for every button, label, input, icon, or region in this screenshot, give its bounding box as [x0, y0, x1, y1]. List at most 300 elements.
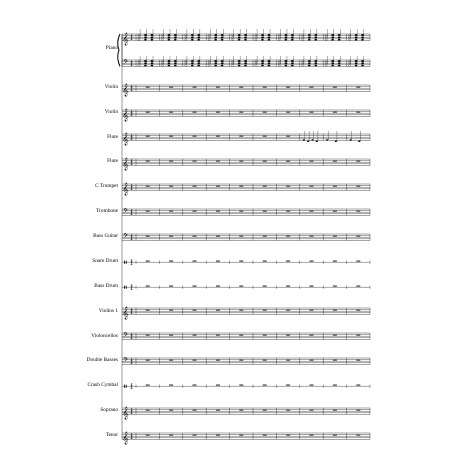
staff-8-whole-rest	[286, 261, 290, 262]
time-signature-numerator: 4	[130, 258, 133, 263]
piano-note	[315, 34, 317, 36]
treble-clef-icon: 𝄞	[122, 432, 129, 445]
instrument-label-bass-guitar: Bass Guitar	[93, 233, 118, 239]
instrument-label-tenor: Tenor	[105, 432, 118, 438]
piano-note	[198, 60, 200, 62]
piano-note	[355, 39, 357, 41]
piano-note	[268, 60, 270, 62]
piano-note	[214, 65, 216, 67]
staff-6-whole-rest	[193, 211, 197, 212]
staff-7-whole-rest	[216, 236, 220, 237]
staff-1-whole-rest	[286, 87, 290, 88]
staff-7-whole-rest	[239, 236, 243, 237]
bass-clef-icon: 𝄢	[123, 331, 128, 340]
piano-note	[238, 39, 240, 41]
staff-13-whole-rest	[310, 385, 314, 386]
piano-note	[151, 34, 153, 36]
staff-2-whole-rest	[169, 112, 173, 113]
staff-7-whole-rest	[263, 236, 267, 237]
piano-note	[144, 37, 146, 39]
piano-note	[268, 39, 270, 41]
piano-note	[361, 37, 363, 39]
staff-11-whole-rest	[286, 335, 290, 336]
staff-8-whole-rest	[333, 261, 337, 262]
staff-13-whole-rest	[216, 385, 220, 386]
staff-15-whole-rest	[169, 435, 173, 436]
piano-note	[191, 39, 193, 41]
staff-4-whole-rest	[216, 161, 220, 162]
staff-13-whole-rest	[333, 385, 337, 386]
piano-note	[291, 39, 293, 41]
treble-clef-icon: 𝄞	[122, 307, 129, 320]
piano-note	[361, 39, 363, 41]
time-signature-denominator: 4	[130, 411, 133, 416]
percussion-clef-icon	[126, 385, 127, 388]
piano-note	[308, 39, 310, 41]
piano-note	[198, 39, 200, 41]
piano-note	[268, 65, 270, 67]
staff-15-whole-rest	[239, 435, 243, 436]
staff-15-whole-rest	[333, 435, 337, 436]
staff-7-whole-rest	[146, 236, 150, 237]
staff-6-whole-rest	[169, 211, 173, 212]
piano-note	[268, 37, 270, 39]
staff-10-whole-rest	[216, 310, 220, 311]
staff-4-whole-rest	[356, 161, 360, 162]
treble-clef-icon: 𝄞	[122, 407, 129, 420]
percussion-clef-icon	[124, 261, 125, 264]
time-signature-denominator: 4	[130, 336, 133, 341]
piano-note	[198, 65, 200, 67]
staff-5-whole-rest	[263, 186, 267, 187]
staff-8-whole-rest	[193, 261, 197, 262]
staff-4-whole-rest	[146, 161, 150, 162]
staff-8-whole-rest	[146, 261, 150, 262]
piano-note	[268, 62, 270, 64]
piano-note	[244, 60, 246, 62]
time-signature-denominator: 4	[130, 311, 133, 316]
piano-note	[308, 62, 310, 64]
time-signature-denominator: 4	[130, 212, 133, 217]
piano-note	[268, 34, 270, 36]
piano-note	[331, 60, 333, 62]
staff-12-whole-rest	[310, 360, 314, 361]
staff-15-whole-rest	[310, 435, 314, 436]
staff-9-whole-rest	[193, 286, 197, 287]
staff-9-whole-rest	[310, 286, 314, 287]
staff-1-whole-rest	[310, 87, 314, 88]
staff-8-whole-rest	[239, 261, 243, 262]
staff-9-whole-rest	[286, 286, 290, 287]
staff-5-whole-rest	[193, 186, 197, 187]
piano-note	[285, 34, 287, 36]
time-signature-numerator: 4	[130, 233, 133, 238]
instrument-label-violin-1: Violin	[104, 84, 118, 90]
piano-note	[285, 39, 287, 41]
staff-14-whole-rest	[263, 410, 267, 411]
time-signature-numerator: 4	[130, 357, 133, 362]
staff-2-whole-rest	[216, 112, 220, 113]
instrument-label-soprano: Soprano	[100, 407, 118, 413]
staff-15-whole-rest	[263, 435, 267, 436]
piano-note	[198, 37, 200, 39]
piano-note	[261, 62, 263, 64]
instrument-label-double-basses: Double Basses	[86, 357, 118, 363]
piano-note	[191, 65, 193, 67]
staff-8-whole-rest	[263, 261, 267, 262]
treble-clef-icon: 𝄞	[122, 158, 129, 171]
piano-note	[361, 62, 363, 64]
instrument-label-bass-drum: Bass Drum	[94, 283, 118, 289]
piano-note	[144, 65, 146, 67]
staff-3-whole-rest	[216, 136, 220, 137]
piano-note	[361, 34, 363, 36]
staff-15-whole-rest	[286, 435, 290, 436]
treble-clef-icon: 𝄞	[122, 133, 129, 146]
time-signature-numerator: 4	[130, 332, 133, 337]
piano-note	[138, 37, 140, 39]
bass-clef-icon: 𝄢	[123, 232, 128, 241]
piano-note	[168, 37, 170, 39]
instrument-label-crash-cymbal: Crash Cymbal	[87, 382, 118, 388]
staff-15-whole-rest	[146, 435, 150, 436]
piano-note	[291, 34, 293, 36]
staff-14-whole-rest	[216, 410, 220, 411]
staff-11-whole-rest	[310, 335, 314, 336]
piano-note	[244, 37, 246, 39]
piano-note	[291, 60, 293, 62]
staff-11-whole-rest	[193, 335, 197, 336]
staff-7-whole-rest	[356, 236, 360, 237]
time-signature-denominator: 4	[130, 88, 133, 93]
staff-14-whole-rest	[333, 410, 337, 411]
piano-note	[174, 65, 176, 67]
piano-note	[302, 37, 304, 39]
piano-note	[355, 60, 357, 62]
time-signature-denominator: 4	[130, 37, 133, 42]
staff-10-whole-rest	[286, 310, 290, 311]
staff-15-whole-rest	[356, 435, 360, 436]
piano-brace	[118, 34, 120, 66]
piano-note	[338, 65, 340, 67]
piano-note	[151, 60, 153, 62]
piano-note	[315, 37, 317, 39]
piano-note	[144, 34, 146, 36]
piano-note	[244, 34, 246, 36]
staff-11-whole-rest	[333, 335, 337, 336]
staff-1-whole-rest	[169, 87, 173, 88]
piano-note	[338, 39, 340, 41]
staff-2-whole-rest	[146, 112, 150, 113]
staff-1-whole-rest	[263, 87, 267, 88]
bass-clef-icon: 𝄢	[123, 207, 128, 216]
piano-note	[308, 60, 310, 62]
piano-note	[168, 34, 170, 36]
flute-note	[316, 140, 318, 142]
piano-note	[214, 62, 216, 64]
piano-note	[331, 62, 333, 64]
staff-14-whole-rest	[356, 410, 360, 411]
staff-5-whole-rest	[169, 186, 173, 187]
piano-note	[151, 39, 153, 41]
percussion-clef-icon	[126, 286, 127, 289]
piano-note	[168, 39, 170, 41]
bass-clef-icon: 𝄢	[123, 58, 128, 67]
staff-10-whole-rest	[169, 310, 173, 311]
piano-note	[174, 60, 176, 62]
piano-note	[221, 62, 223, 64]
piano-note	[174, 34, 176, 36]
piano-note	[144, 60, 146, 62]
piano-note	[231, 37, 233, 39]
piano-note	[308, 65, 310, 67]
staff-1-whole-rest	[356, 87, 360, 88]
instrument-label-piano: Piano	[105, 45, 118, 51]
staff-15-whole-rest	[193, 435, 197, 436]
staff-5-whole-rest	[146, 186, 150, 187]
instrument-label-flute-2: Flute	[107, 158, 118, 164]
staff-9-whole-rest	[169, 286, 173, 287]
piano-note	[261, 60, 263, 62]
staff-14-whole-rest	[310, 410, 314, 411]
piano-note	[161, 37, 163, 39]
piano-note	[214, 60, 216, 62]
piano-note	[315, 62, 317, 64]
piano-note	[315, 39, 317, 41]
instrument-label-violoncellos: Violoncellos	[91, 333, 118, 339]
piano-note	[331, 37, 333, 39]
instrument-label-violins-1: Violins 1	[98, 308, 118, 314]
staff-7-whole-rest	[333, 236, 337, 237]
time-signature-numerator: 4	[130, 382, 133, 387]
piano-note	[198, 62, 200, 64]
piano-note	[144, 62, 146, 64]
staff-11-whole-rest	[216, 335, 220, 336]
staff-1-whole-rest	[333, 87, 337, 88]
piano-note	[151, 65, 153, 67]
piano-note	[151, 62, 153, 64]
piano-note	[261, 37, 263, 39]
staff-14-whole-rest	[169, 410, 173, 411]
staff-3-whole-rest	[239, 136, 243, 137]
staff-2-whole-rest	[263, 112, 267, 113]
piano-note	[191, 60, 193, 62]
staff-13-whole-rest	[169, 385, 173, 386]
staff-3-whole-rest	[286, 136, 290, 137]
staff-13-whole-rest	[356, 385, 360, 386]
staff-15-whole-rest	[216, 435, 220, 436]
time-signature-denominator: 4	[130, 386, 133, 391]
piano-note	[168, 65, 170, 67]
time-signature-denominator: 4	[130, 187, 133, 192]
staff-8-whole-rest	[169, 261, 173, 262]
instrument-label-violin-2: Violin	[104, 109, 118, 115]
treble-clef-icon: 𝄞	[122, 33, 129, 46]
staff-6-whole-rest	[146, 211, 150, 212]
piano-note	[255, 37, 257, 39]
time-signature-numerator: 4	[130, 432, 133, 437]
piano-note	[315, 65, 317, 67]
staff-1-whole-rest	[146, 87, 150, 88]
staff-3-whole-rest	[169, 136, 173, 137]
staff-9-whole-rest	[333, 286, 337, 287]
staff-14-whole-rest	[286, 410, 290, 411]
time-signature-numerator: 4	[130, 208, 133, 213]
staff-10-whole-rest	[263, 310, 267, 311]
time-signature-denominator: 4	[130, 361, 133, 366]
piano-note	[308, 34, 310, 36]
piano-note	[168, 60, 170, 62]
piano-note	[348, 37, 350, 39]
piano-note	[308, 37, 310, 39]
staff-10-whole-rest	[333, 310, 337, 311]
time-signature-denominator: 4	[130, 436, 133, 441]
staff-12-whole-rest	[169, 360, 173, 361]
piano-note	[285, 60, 287, 62]
staff-10-whole-rest	[146, 310, 150, 311]
staff-1-whole-rest	[193, 87, 197, 88]
staff-3-whole-rest	[193, 136, 197, 137]
piano-note	[221, 39, 223, 41]
piano-note	[355, 34, 357, 36]
staff-11-whole-rest	[239, 335, 243, 336]
staff-12-whole-rest	[333, 360, 337, 361]
flute-note	[358, 140, 360, 142]
piano-note	[361, 60, 363, 62]
staff-12-whole-rest	[263, 360, 267, 361]
staff-9-whole-rest	[239, 286, 243, 287]
staff-13-whole-rest	[263, 385, 267, 386]
piano-note	[355, 62, 357, 64]
time-signature-denominator: 4	[130, 262, 133, 267]
percussion-clef-icon	[124, 286, 125, 289]
staff-10-whole-rest	[239, 310, 243, 311]
time-signature-denominator: 4	[130, 137, 133, 142]
piano-note	[238, 34, 240, 36]
time-signature-denominator: 4	[130, 162, 133, 167]
staff-12-whole-rest	[239, 360, 243, 361]
piano-note	[238, 62, 240, 64]
staff-11-whole-rest	[356, 335, 360, 336]
time-signature-numerator: 4	[130, 183, 133, 188]
time-signature-numerator: 4	[130, 109, 133, 114]
staff-4-whole-rest	[193, 161, 197, 162]
piano-note	[285, 37, 287, 39]
staff-9-whole-rest	[146, 286, 150, 287]
time-signature-numerator: 4	[130, 59, 133, 64]
piano-note	[174, 39, 176, 41]
flute-note	[326, 139, 328, 141]
treble-clef-icon: 𝄞	[122, 109, 129, 122]
piano-note	[238, 37, 240, 39]
piano-note	[244, 65, 246, 67]
piano-note	[355, 37, 357, 39]
piano-note	[208, 37, 210, 39]
piano-note	[221, 37, 223, 39]
piano-note	[214, 39, 216, 41]
staff-2-whole-rest	[310, 112, 314, 113]
piano-note	[238, 65, 240, 67]
staff-4-whole-rest	[239, 161, 243, 162]
staff-7-whole-rest	[310, 236, 314, 237]
staff-8-whole-rest	[216, 261, 220, 262]
piano-note	[338, 62, 340, 64]
flute-note	[350, 139, 352, 141]
staff-1-whole-rest	[216, 87, 220, 88]
staff-4-whole-rest	[263, 161, 267, 162]
piano-note	[325, 37, 327, 39]
time-signature-numerator: 4	[130, 158, 133, 163]
piano-note	[331, 65, 333, 67]
piano-note	[285, 62, 287, 64]
staff-12-whole-rest	[146, 360, 150, 361]
piano-note	[174, 37, 176, 39]
time-signature-numerator: 4	[130, 283, 133, 288]
staff-14-whole-rest	[239, 410, 243, 411]
piano-note	[244, 62, 246, 64]
time-signature-numerator: 4	[130, 133, 133, 138]
staff-6-whole-rest	[263, 211, 267, 212]
piano-note	[291, 62, 293, 64]
piano-note	[338, 60, 340, 62]
staff-9-whole-rest	[263, 286, 267, 287]
staff-5-whole-rest	[310, 186, 314, 187]
staff-9-whole-rest	[356, 286, 360, 287]
staff-13-whole-rest	[193, 385, 197, 386]
time-signature-denominator: 4	[130, 287, 133, 292]
staff-3-whole-rest	[146, 136, 150, 137]
staff-6-whole-rest	[216, 211, 220, 212]
staff-7-whole-rest	[193, 236, 197, 237]
piano-note	[185, 37, 187, 39]
staff-2-whole-rest	[193, 112, 197, 113]
staff-6-whole-rest	[310, 211, 314, 212]
piano-note	[214, 34, 216, 36]
piano-note	[291, 37, 293, 39]
staff-4-whole-rest	[286, 161, 290, 162]
staff-7-whole-rest	[169, 236, 173, 237]
piano-note	[191, 37, 193, 39]
staff-12-whole-rest	[286, 360, 290, 361]
instrument-label-trombone: Trombone	[96, 208, 118, 214]
piano-note	[331, 39, 333, 41]
staff-2-whole-rest	[286, 112, 290, 113]
staff-14-whole-rest	[146, 410, 150, 411]
instrument-label-flute-1: Flute	[107, 134, 118, 140]
staff-13-whole-rest	[239, 385, 243, 386]
time-signature-denominator: 4	[130, 63, 133, 68]
staff-6-whole-rest	[239, 211, 243, 212]
piano-note	[355, 65, 357, 67]
piano-note	[331, 34, 333, 36]
time-signature-numerator: 4	[130, 84, 133, 89]
staff-13-whole-rest	[146, 385, 150, 386]
staff-12-whole-rest	[216, 360, 220, 361]
piano-note	[221, 65, 223, 67]
time-signature-denominator: 4	[130, 237, 133, 242]
piano-note	[191, 62, 193, 64]
piano-note	[261, 34, 263, 36]
piano-note	[261, 65, 263, 67]
staff-7-whole-rest	[286, 236, 290, 237]
staff-8-whole-rest	[356, 261, 360, 262]
time-signature-denominator: 4	[130, 113, 133, 118]
staff-10-whole-rest	[193, 310, 197, 311]
staff-6-whole-rest	[286, 211, 290, 212]
piano-note	[221, 34, 223, 36]
treble-clef-icon: 𝄞	[122, 183, 129, 196]
piano-note	[238, 60, 240, 62]
